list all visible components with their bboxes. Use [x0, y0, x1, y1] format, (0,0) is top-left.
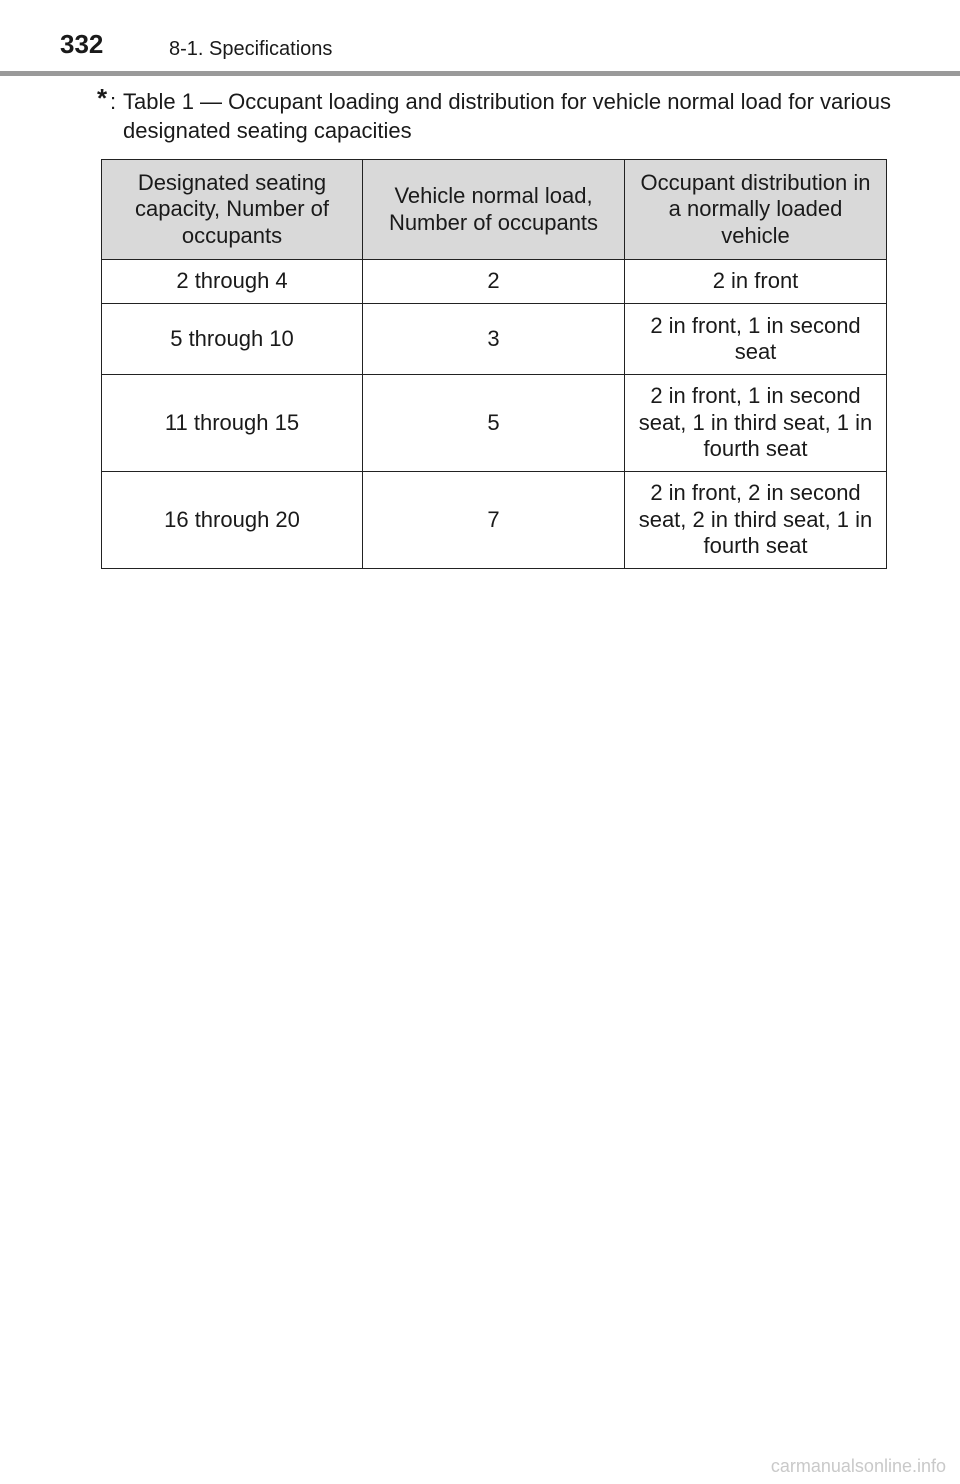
cell-occupant-distribution: 2 in front: [625, 260, 887, 304]
cell-seating-capacity: 5 through 10: [102, 304, 363, 375]
table-header-row: [102, 160, 887, 260]
table-row: [102, 472, 887, 569]
header-occupant-distribution: Occupant distribution in a normally loaded vehicle: [625, 160, 887, 260]
cell-seating-capacity: 11 through 15: [102, 375, 363, 472]
cell-seating-capacity: 16 through 20: [102, 472, 363, 569]
cell-occupant-distribution: 2 in front, 1 in second seat: [625, 304, 887, 375]
cell-normal-load: 5: [363, 375, 625, 472]
watermark-text: carmanualsonline.info: [770, 1456, 946, 1476]
footnote-text: Table 1 — Occupant loading and distribution for vehicle normal load for various designated seating capacities: [123, 89, 891, 143]
cell-normal-load: 2: [363, 260, 625, 304]
header-divider: [0, 71, 960, 76]
table-row: [102, 260, 887, 304]
asterisk-marker: *: [97, 83, 108, 113]
cell-occupant-distribution: 2 in front, 2 in second seat, 2 in third seat, 1 in fourth seat: [625, 472, 887, 569]
page-header: [0, 0, 960, 76]
cell-occupant-distribution: 2 in front, 1 in second seat, 1 in third seat, 1 in fourth seat: [625, 375, 887, 472]
cell-normal-load: 7: [363, 472, 625, 569]
page-number: 332: [60, 29, 104, 59]
cell-seating-capacity: 2 through 4: [102, 260, 363, 304]
header-seating-capacity: Designated seating capacity, Number of occupants: [102, 160, 363, 260]
cell-normal-load: 3: [363, 304, 625, 375]
occupant-loading-table: [101, 159, 887, 569]
header-normal-load: Vehicle normal load, Number of occupants: [363, 160, 625, 260]
table-row: [102, 375, 887, 472]
table-row: [102, 304, 887, 375]
footnote-colon: :: [110, 89, 117, 114]
section-title: 8-1. Specifications: [169, 38, 333, 60]
